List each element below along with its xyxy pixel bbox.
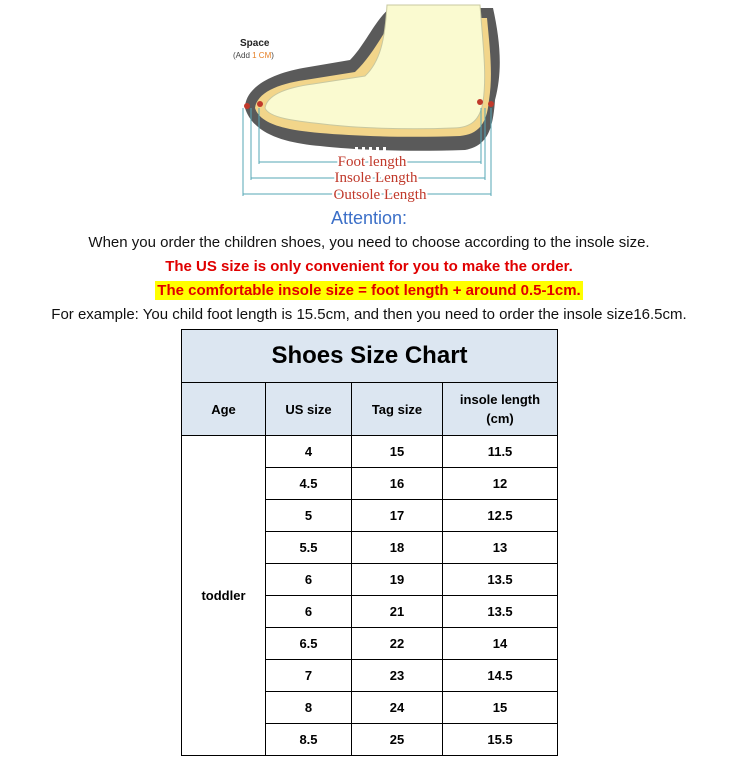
foot-shape [265, 5, 485, 129]
tag-size-cell: 21 [352, 596, 443, 628]
example-text: For example: You child foot length is 15.5cm, and then you need to order the insole size16.5cm. [51, 306, 687, 323]
insole-length-cell: 13.5 [443, 564, 558, 596]
insole-length-cell: 15.5 [443, 724, 558, 756]
outsole-length-label: Outsole Length [333, 187, 427, 203]
tag-size-cell: 24 [352, 692, 443, 724]
size-chart-table [181, 329, 558, 756]
us-size-cell: 7 [266, 660, 352, 692]
insole-length-cell: 14.5 [443, 660, 558, 692]
insole-length-cell: 13 [443, 532, 558, 564]
shoe-size-illustration [225, 0, 525, 208]
tag-size-cell: 22 [352, 628, 443, 660]
tag-size-cell: 25 [352, 724, 443, 756]
insole-length-cell: 14 [443, 628, 558, 660]
tag-size-cell: 18 [352, 532, 443, 564]
table-row [182, 436, 558, 468]
us-size-cell: 5.5 [266, 532, 352, 564]
header-us-size: US size [266, 383, 352, 436]
us-size-cell: 6 [266, 564, 352, 596]
insole-formula-note [0, 282, 738, 302]
insole-length-cell: 15 [443, 692, 558, 724]
tag-size-cell: 16 [352, 468, 443, 500]
space-label: Space [240, 38, 270, 49]
us-size-cell: 6 [266, 596, 352, 628]
header-age: Age [182, 383, 266, 436]
instruction-text: When you order the children shoes, you need to choose according to the insole size. [88, 234, 650, 251]
us-size-cell: 6.5 [266, 628, 352, 660]
tag-size-cell: 19 [352, 564, 443, 596]
highlighted-formula: The comfortable insole size = foot length + around 0.5-1cm. [157, 282, 581, 299]
marker-dot [477, 99, 483, 105]
insole-length-cell: 13.5 [443, 596, 558, 628]
marker-dot [488, 101, 494, 107]
us-size-cell: 4.5 [266, 468, 352, 500]
space-note: (Add 1 CM) [233, 51, 274, 60]
foot-length-label: Foot length [337, 154, 407, 170]
insole-length-cell: 11.5 [443, 436, 558, 468]
marker-dot [257, 101, 263, 107]
insole-length-label: Insole Length [334, 170, 418, 186]
header-tag-size: Tag size [352, 383, 443, 436]
us-size-cell: 5 [266, 500, 352, 532]
marker-dot [244, 103, 250, 109]
header-insole-length: insole length (cm) [443, 383, 558, 436]
age-group-cell: toddler [182, 436, 266, 756]
insole-length-cell: 12.5 [443, 500, 558, 532]
attention-heading: Attention: [330, 208, 408, 228]
us-size-cell: 8 [266, 692, 352, 724]
chart-title: Shoes Size Chart [182, 330, 558, 383]
tag-size-cell: 15 [352, 436, 443, 468]
tag-size-cell: 17 [352, 500, 443, 532]
insole-length-cell: 12 [443, 468, 558, 500]
us-size-note: The US size is only convenient for you to make the order. [165, 258, 573, 275]
us-size-cell: 4 [266, 436, 352, 468]
tag-size-cell: 23 [352, 660, 443, 692]
us-size-cell: 8.5 [266, 724, 352, 756]
